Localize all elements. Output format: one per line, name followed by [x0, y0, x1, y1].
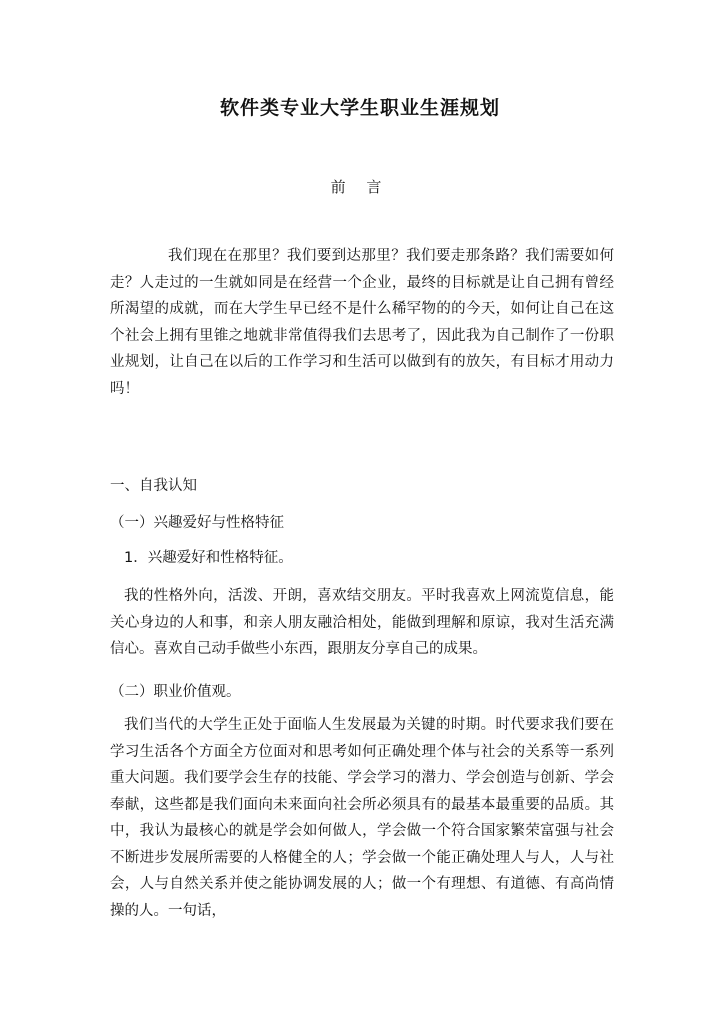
- subsection-heading-values: （二）职业价值观。: [110, 684, 241, 700]
- intro-paragraph: 我们现在在那里？我们要到达那里？我们要走那条路？我们需要如何走？人走过的一生就如同是在经营一个企业，最终的目标就是让自己拥有曾经所渴望的成就，而在大学生早已经不是什么稀罕物的的今天，如何让自己在这个社会上拥有里锥之地就非常值得我们去思考了，因此我为自己制作了一份职业规划，让自己在以后的工作学习和生活可以做到有的放矢，有目标才用动力吗！: [110, 248, 614, 397]
- item-heading-interests: 1．兴趣爱好和性格特征。: [124, 550, 293, 566]
- interests-paragraph: 我的性格外向，活泼、开朗，喜欢结交朋友。平时我喜欢上网流览信息，能关心身边的人和事，和亲人朋友融洽相处，能做到理解和原谅，我对生活充满信心。喜欢自己动手做些小东西，跟朋友分享自己的成果。: [110, 588, 614, 657]
- section-heading-self-awareness: 一、自我认知: [110, 478, 197, 494]
- subsection-heading-interests: （一）兴趣爱好与性格特征: [110, 515, 284, 531]
- preface-heading: 前 言: [330, 178, 390, 196]
- document-title: 软件类专业大学生职业生涯规划: [219, 97, 500, 119]
- values-paragraph: 我们当代的大学生正处于面临人生发展最为关键的时期。时代要求我们要在学习生活各个方面全方位面对和思考如何正确处理个体与社会的关系等一系列重大问题。我们要学会生存的技能、学会学习的潜力、学会创造与创新、学会奉献，这些都是我们面向未来面向社会所必须具有的最基本最重要的品质。其中，我认为最核心的就是学会如何做人，学会做一个符合国家繁荣富强与社会不断进步发展所需要的人格健全的人；学会做一个能正确处理人与人，人与社会，人与自然关系并使之能协调发展的人；做一个有理想、有道德、有高尚情操的人。一句话，: [110, 717, 614, 919]
